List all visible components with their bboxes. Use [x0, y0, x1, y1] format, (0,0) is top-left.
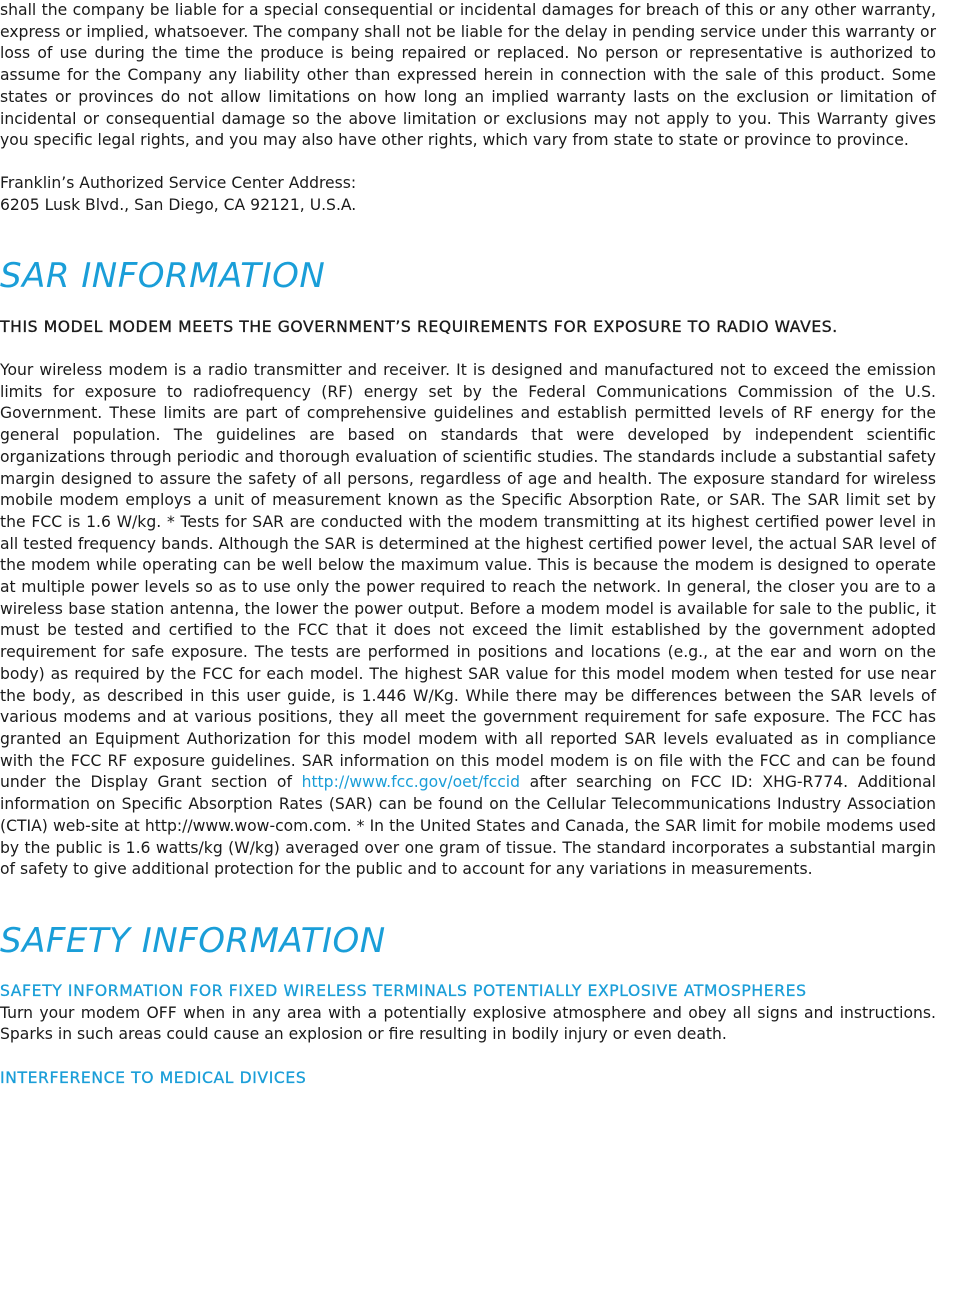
- warranty-paragraph: shall the company be liable for a special consequential or incidental damages for breach of this or any other warranty, express or implied, whatsoever. The company shall not be liable for the delay in pending service under this warranty or loss of use during the time the produce is being repaired or replaced. No person or representative is authorized to assume for the Company any liability other than expressed herein in connection with the sale of this product. Some states or provinces do not allow limitations on how long an implied warranty lasts on the exclusion or limitation of incidental or consequential damage so the above limitation or exclusions may not apply to you. This Warranty gives you specific legal rights, and you may also have other rights, which vary from state to state or province to province.: [0, 1, 936, 150]
- sar-section-title: SAR INFORMATION: [0, 255, 326, 296]
- address-label: Franklin’s Authorized Service Center Address:: [0, 174, 357, 193]
- explosive-atmospheres-heading: SAFETY INFORMATION FOR FIXED WIRELESS TERMINALS POTENTIALLY EXPLOSIVE ATMOSPHERES: [0, 981, 807, 1000]
- fcc-id-link[interactable]: http://www.fcc.gov/oet/fccid: [301, 773, 521, 792]
- sar-body-text-end: after searching on FCC ID: XHG-R774. Additional information on Specific Absorption Rates (SAR) can be found on the Cellular Telecommunications Industry Association (CTIA) web-site at http://www.wow-com.com. * In the United States and Canada, the SAR limit for mobile modems used by the public is 1.6 watts/kg (W/kg) averaged over one gram of tissue. The standard incorporates a substantial margin of safety to give additional protection for the public and to account for any variations in measurements.: [0, 773, 936, 879]
- address-street: 6205 Lusk Blvd., San Diego, CA 92121, U.S.A.: [0, 196, 357, 215]
- sar-body-paragraph: [0, 360, 936, 881]
- sar-body-text-start: Your wireless modem is a radio transmitter and receiver. It is designed and manufactured not to exceed the emission limits for exposure to radiofrequency (RF) energy set by the Federal Communications Commission of the U.S. Government. These limits are part of comprehensive guidelines and establish permitted levels of RF energy for the general population. The guidelines are based on standards that were developed by independent scientific organizations through periodic and thorough evaluation of scientific studies. The standards include a substantial safety margin designed to assure the safety of all persons, regardless of age and health. The exposure standard for wireless mobile modem employs a unit of measurement known as the Specific Absorption Rate, or SAR. The SAR limit set by the FCC is 1.6 W/kg. * Tests for SAR are conducted with the modem transmitting at its highest certified power level in all tested frequency bands. Although the SAR is determined at the highest certified power level, the actual SAR level of the modem while operating can be well below the maximum value. This is because the modem is designed to operate at multiple power levels so as to use only the power required to reach the network. In general, the closer you are to a wireless base station antenna, the lower the power output. Before a modem model is available for sale to the public, it must be tested and certified to the FCC that it does not exceed the limit established by the government adopted requirement for safe exposure. The tests are performed in positions and locations (e.g., at the ear and worn on the body) as required by the FCC for each model. The highest SAR value for this model modem when tested for use near the body, as described in this user guide, is 1.446 W/Kg. While there may be differences between the SAR levels of various modems and at various positions, they all meet the government requirement for safe exposure. The FCC has granted an Equipment Authorization for this model modem with all reported SAR levels evaluated as in compliance with the FCC RF exposure guidelines. SAR information on this model modem is on file with the FCC and can be found under the Display Grant section of: [0, 361, 936, 792]
- medical-devices-heading: INTERFERENCE TO MEDICAL DIVICES: [0, 1068, 307, 1087]
- sar-heading: THIS MODEL MODEM MEETS THE GOVERNMENT’S REQUIREMENTS FOR EXPOSURE TO RADIO WAVES.: [0, 317, 838, 336]
- service-center-address: [0, 173, 936, 216]
- safety-section-title: SAFETY INFORMATION: [0, 920, 386, 961]
- explosive-atmospheres-paragraph: Turn your modem OFF when in any area with a potentially explosive atmosphere and obey all signs and instructions. Sparks in such areas could cause an explosion or fire resulting in bodily injury or even death.: [0, 1003, 936, 1044]
